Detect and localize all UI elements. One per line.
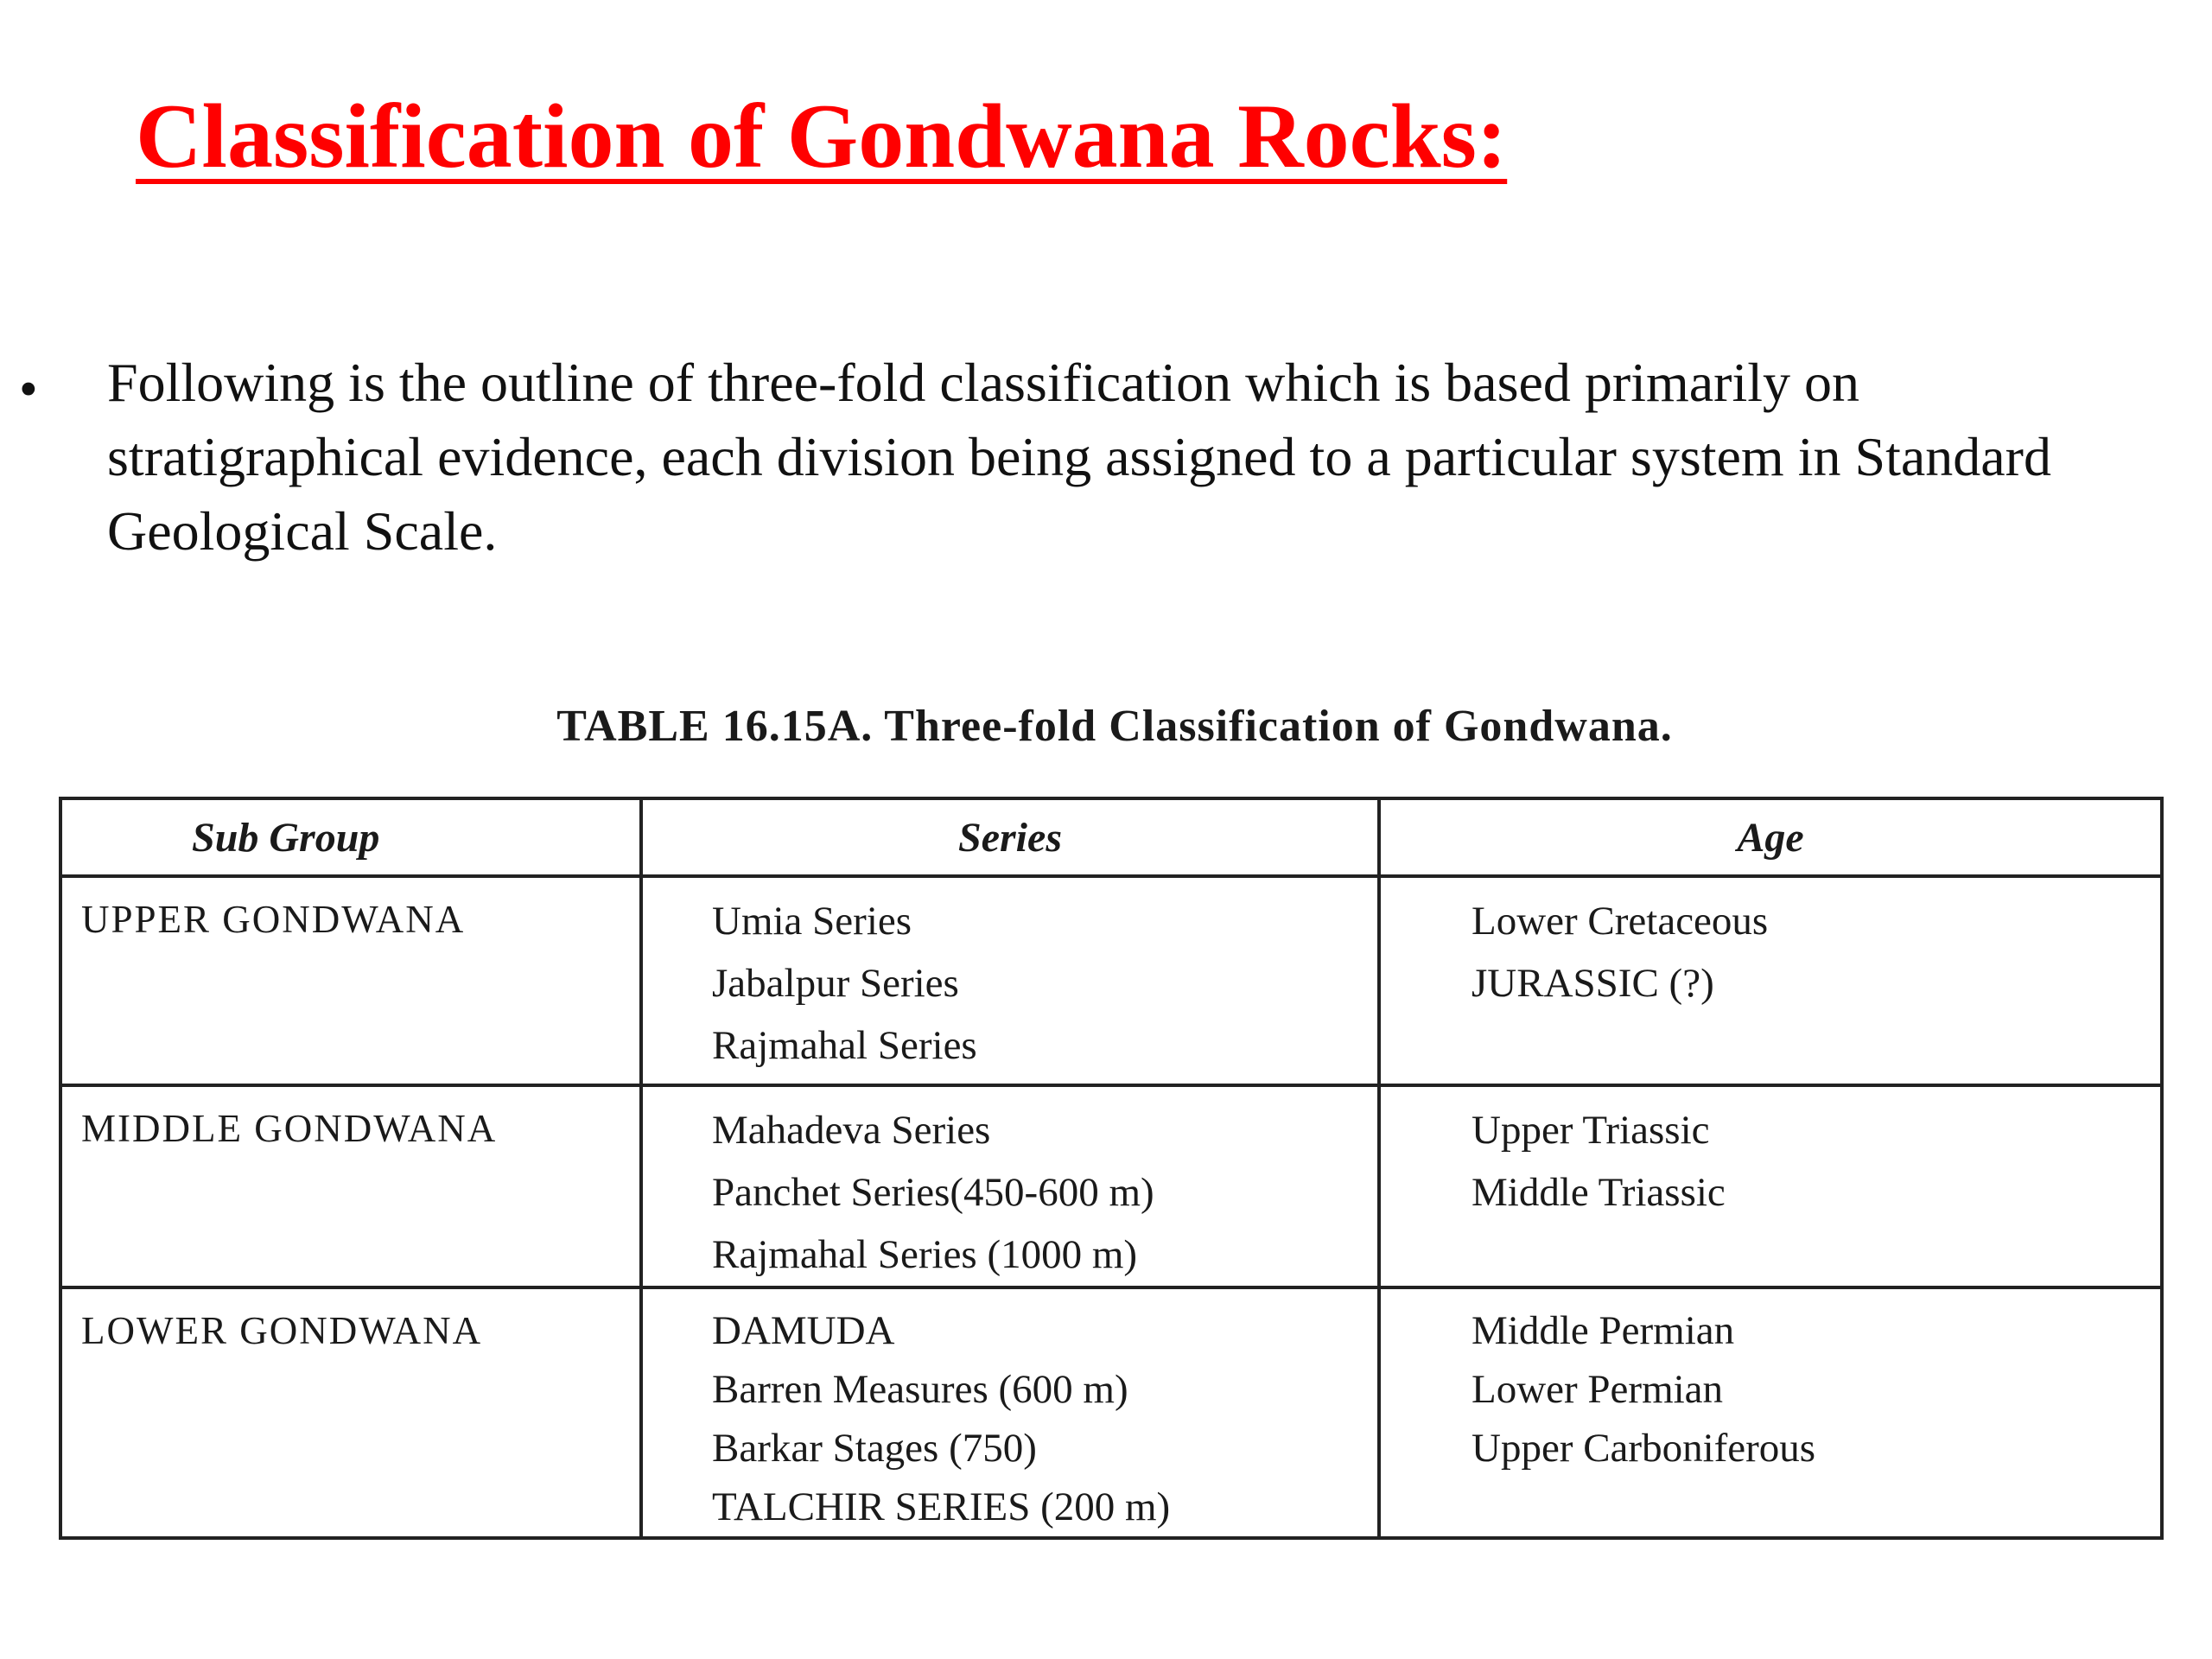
- age-item: Middle Triassic: [1471, 1170, 1726, 1215]
- age-item: Lower Permian: [1471, 1367, 1724, 1412]
- series-item: Jabalpur Series: [712, 961, 959, 1006]
- bullet-point: [19, 346, 2127, 569]
- age-item: Upper Carboniferous: [1471, 1426, 1816, 1471]
- classification-table: [59, 797, 2164, 1540]
- age-item: Lower Cretaceous: [1471, 899, 1769, 944]
- age-cell: [1379, 1287, 2162, 1538]
- series-item: TALCHIR SERIES (200 m): [712, 1484, 1171, 1529]
- series-item: Mahadeva Series: [712, 1108, 991, 1153]
- table-row: [60, 876, 2162, 1085]
- series-cell: [641, 876, 1379, 1085]
- subgroup-cell: MIDDLE GONDWANA: [60, 1085, 641, 1287]
- age-item: Upper Triassic: [1471, 1108, 1710, 1153]
- table-header-row: [60, 798, 2162, 876]
- series-item: Rajmahal Series (1000 m): [712, 1232, 1138, 1277]
- age-item: Middle Permian: [1471, 1308, 1735, 1353]
- series-item: Rajmahal Series: [712, 1023, 977, 1068]
- table-row: [60, 1287, 2162, 1538]
- table-row: [60, 1085, 2162, 1287]
- series-item: Barren Measures (600 m): [712, 1367, 1128, 1412]
- subgroup-cell: UPPER GONDWANA: [60, 876, 641, 1085]
- header-age: Age: [1379, 798, 2162, 876]
- series-item: Umia Series: [712, 899, 912, 944]
- slide-title: Classification of Gondwana Rocks:: [136, 86, 1508, 187]
- header-series: Series: [641, 798, 1379, 876]
- series-cell: [641, 1287, 1379, 1538]
- series-item: Barkar Stages (750): [712, 1426, 1037, 1471]
- series-item: Panchet Series(450-600 m): [712, 1170, 1154, 1215]
- series-item: DAMUDA: [712, 1308, 895, 1353]
- age-item: JURASSIC (?): [1471, 961, 1714, 1006]
- subgroup-cell: LOWER GONDWANA: [60, 1287, 641, 1538]
- series-cell: [641, 1085, 1379, 1287]
- bullet-marker: •: [19, 360, 38, 419]
- bullet-text: Following is the outline of three-fold classification which is based primarily on stratigraphical evidence, each division being assigned to a particular system in Standard Geological Scale.: [107, 352, 2051, 562]
- age-cell: [1379, 1085, 2162, 1287]
- table-caption: TABLE 16.15A. Three-fold Classification of Gondwana.: [556, 702, 1673, 751]
- header-sub-group: Sub Group: [60, 798, 641, 876]
- age-cell: [1379, 876, 2162, 1085]
